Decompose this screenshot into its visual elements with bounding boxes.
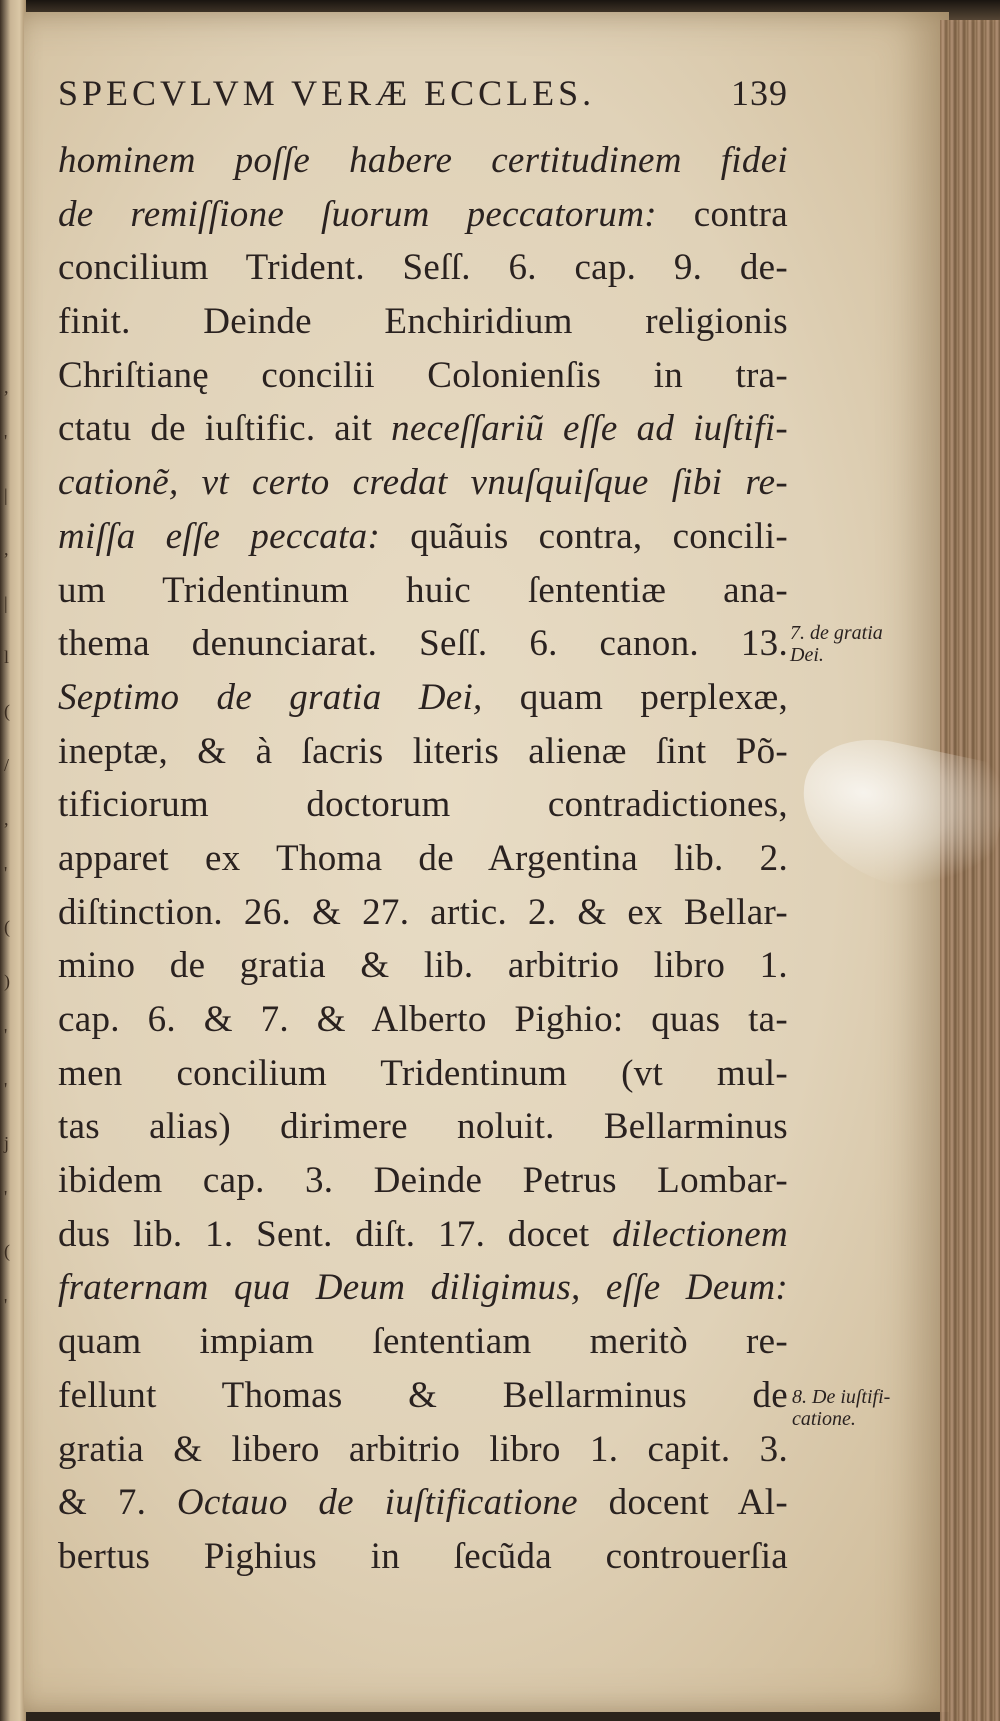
roman-segment: mino de gratia & lib. arbitrio libro 1. (58, 945, 788, 987)
italic-segment: Septimo de gratia Dei, (58, 676, 483, 718)
roman-segment: ctatu de iuſtific. ait (58, 408, 392, 450)
text-line (58, 188, 788, 242)
roman-segment: quam perplexæ, (482, 676, 788, 718)
page-number: 139 (731, 73, 788, 113)
italic-segment: dilectionem (612, 1213, 788, 1255)
margin-note-line: 8. De iuſtifi- (792, 1386, 891, 1408)
text-line (58, 886, 788, 940)
text-line (58, 349, 788, 403)
roman-segment: tas alias) dirimere noluit. Bellarminus (58, 1106, 788, 1148)
text-line (58, 402, 788, 456)
roman-segment: gratia & libero arbitrio libro 1. capit. 3. (58, 1428, 788, 1470)
text-line (58, 1208, 788, 1262)
text-line (58, 939, 788, 993)
italic-segment: de remiſſione ſuorum peccatorum: (58, 193, 657, 235)
margin-note-line: 7. de gratia (790, 622, 883, 644)
margin-note-iustificatione (792, 1386, 890, 1430)
roman-segment: concilium Trident. Seſſ. 6. cap. 9. de- (58, 247, 788, 289)
text-line (58, 1154, 788, 1208)
page-text (58, 72, 788, 1584)
text-line (58, 778, 788, 832)
text-line (58, 1100, 788, 1154)
italic-segment: Octauo de iuſtificatione (176, 1482, 578, 1524)
roman-segment: quam impiam ſententiam meritò re- (58, 1321, 788, 1363)
text-line (58, 456, 788, 510)
italic-segment: cationẽ, vt certo credat vnuſquiſque ſibi re- (58, 462, 788, 504)
roman-segment: thema denunciarat. Seſſ. 6. canon. 13. (58, 623, 788, 665)
text-line (58, 671, 788, 725)
roman-segment: ineptæ, & à ſacris literis alienæ ſint Põ- (58, 730, 788, 772)
text-line (58, 1423, 788, 1477)
roman-segment: fellunt Thomas & Bellarminus de (58, 1374, 788, 1416)
roman-segment: Chriſtianę concilii Colonienſis in tra- (58, 354, 788, 396)
roman-segment: contra (656, 193, 789, 235)
margin-note-gratia (790, 622, 883, 666)
italic-segment: miſſa eſſe peccata: (58, 515, 381, 557)
roman-segment: ibidem cap. 3. Deinde Petrus Lombar- (58, 1160, 788, 1202)
roman-segment: men concilium Tridentinum (vt mul- (58, 1052, 788, 1094)
margin-note-line: Dei. (790, 644, 824, 666)
roman-segment: tificiorum doctorum contradictiones, (58, 784, 788, 826)
roman-segment: cap. 6. & 7. & Alberto Pighio: quas ta- (58, 999, 788, 1040)
margin-note-line: catione. (792, 1408, 856, 1430)
text-line (58, 1476, 788, 1530)
body-text (58, 134, 788, 1584)
roman-segment: quãuis contra, concili- (380, 515, 788, 557)
text-line (58, 241, 788, 295)
text-line (58, 134, 788, 188)
text-line (58, 1369, 788, 1423)
roman-segment: docent Al- (577, 1482, 788, 1524)
roman-segment: bertus Pighius in ſecũda controuerſia (58, 1535, 788, 1577)
text-line (58, 1315, 788, 1369)
text-line (58, 617, 788, 671)
left-gutter-marks: , ' | , | l ( / , ' ( ) ' ' j ' ( ' (4, 377, 10, 1315)
roman-segment: & 7. (58, 1482, 177, 1524)
roman-segment: finit. Deinde Enchiridium religionis (58, 301, 788, 343)
italic-segment: neceſſariũ eſſe ad iuſtifi- (391, 408, 788, 450)
roman-segment: dus lib. 1. Sent. diſt. 17. docet (58, 1213, 613, 1255)
text-line (58, 1530, 788, 1584)
italic-segment: hominem poſſe habere certitudinem fidei (58, 140, 788, 181)
text-line (58, 1261, 788, 1315)
roman-segment: diſtinction. 26. & 27. artic. 2. & ex Bellar- (58, 891, 788, 933)
text-line (58, 564, 788, 618)
running-head (58, 72, 788, 134)
italic-segment: fraternam qua Deum diligimus, eſſe Deum: (58, 1267, 788, 1309)
text-line (58, 295, 788, 349)
roman-segment: apparet ex Thoma de Argentina lib. 2. (58, 837, 788, 879)
text-line (58, 832, 788, 886)
running-title: SPECVLVM VERÆ ECCLES. (58, 73, 596, 113)
text-line (58, 993, 788, 1047)
roman-segment: um Tridentinum huic ſententiæ ana- (58, 569, 788, 611)
text-line (58, 1047, 788, 1101)
text-line (58, 725, 788, 779)
text-line (58, 510, 788, 564)
